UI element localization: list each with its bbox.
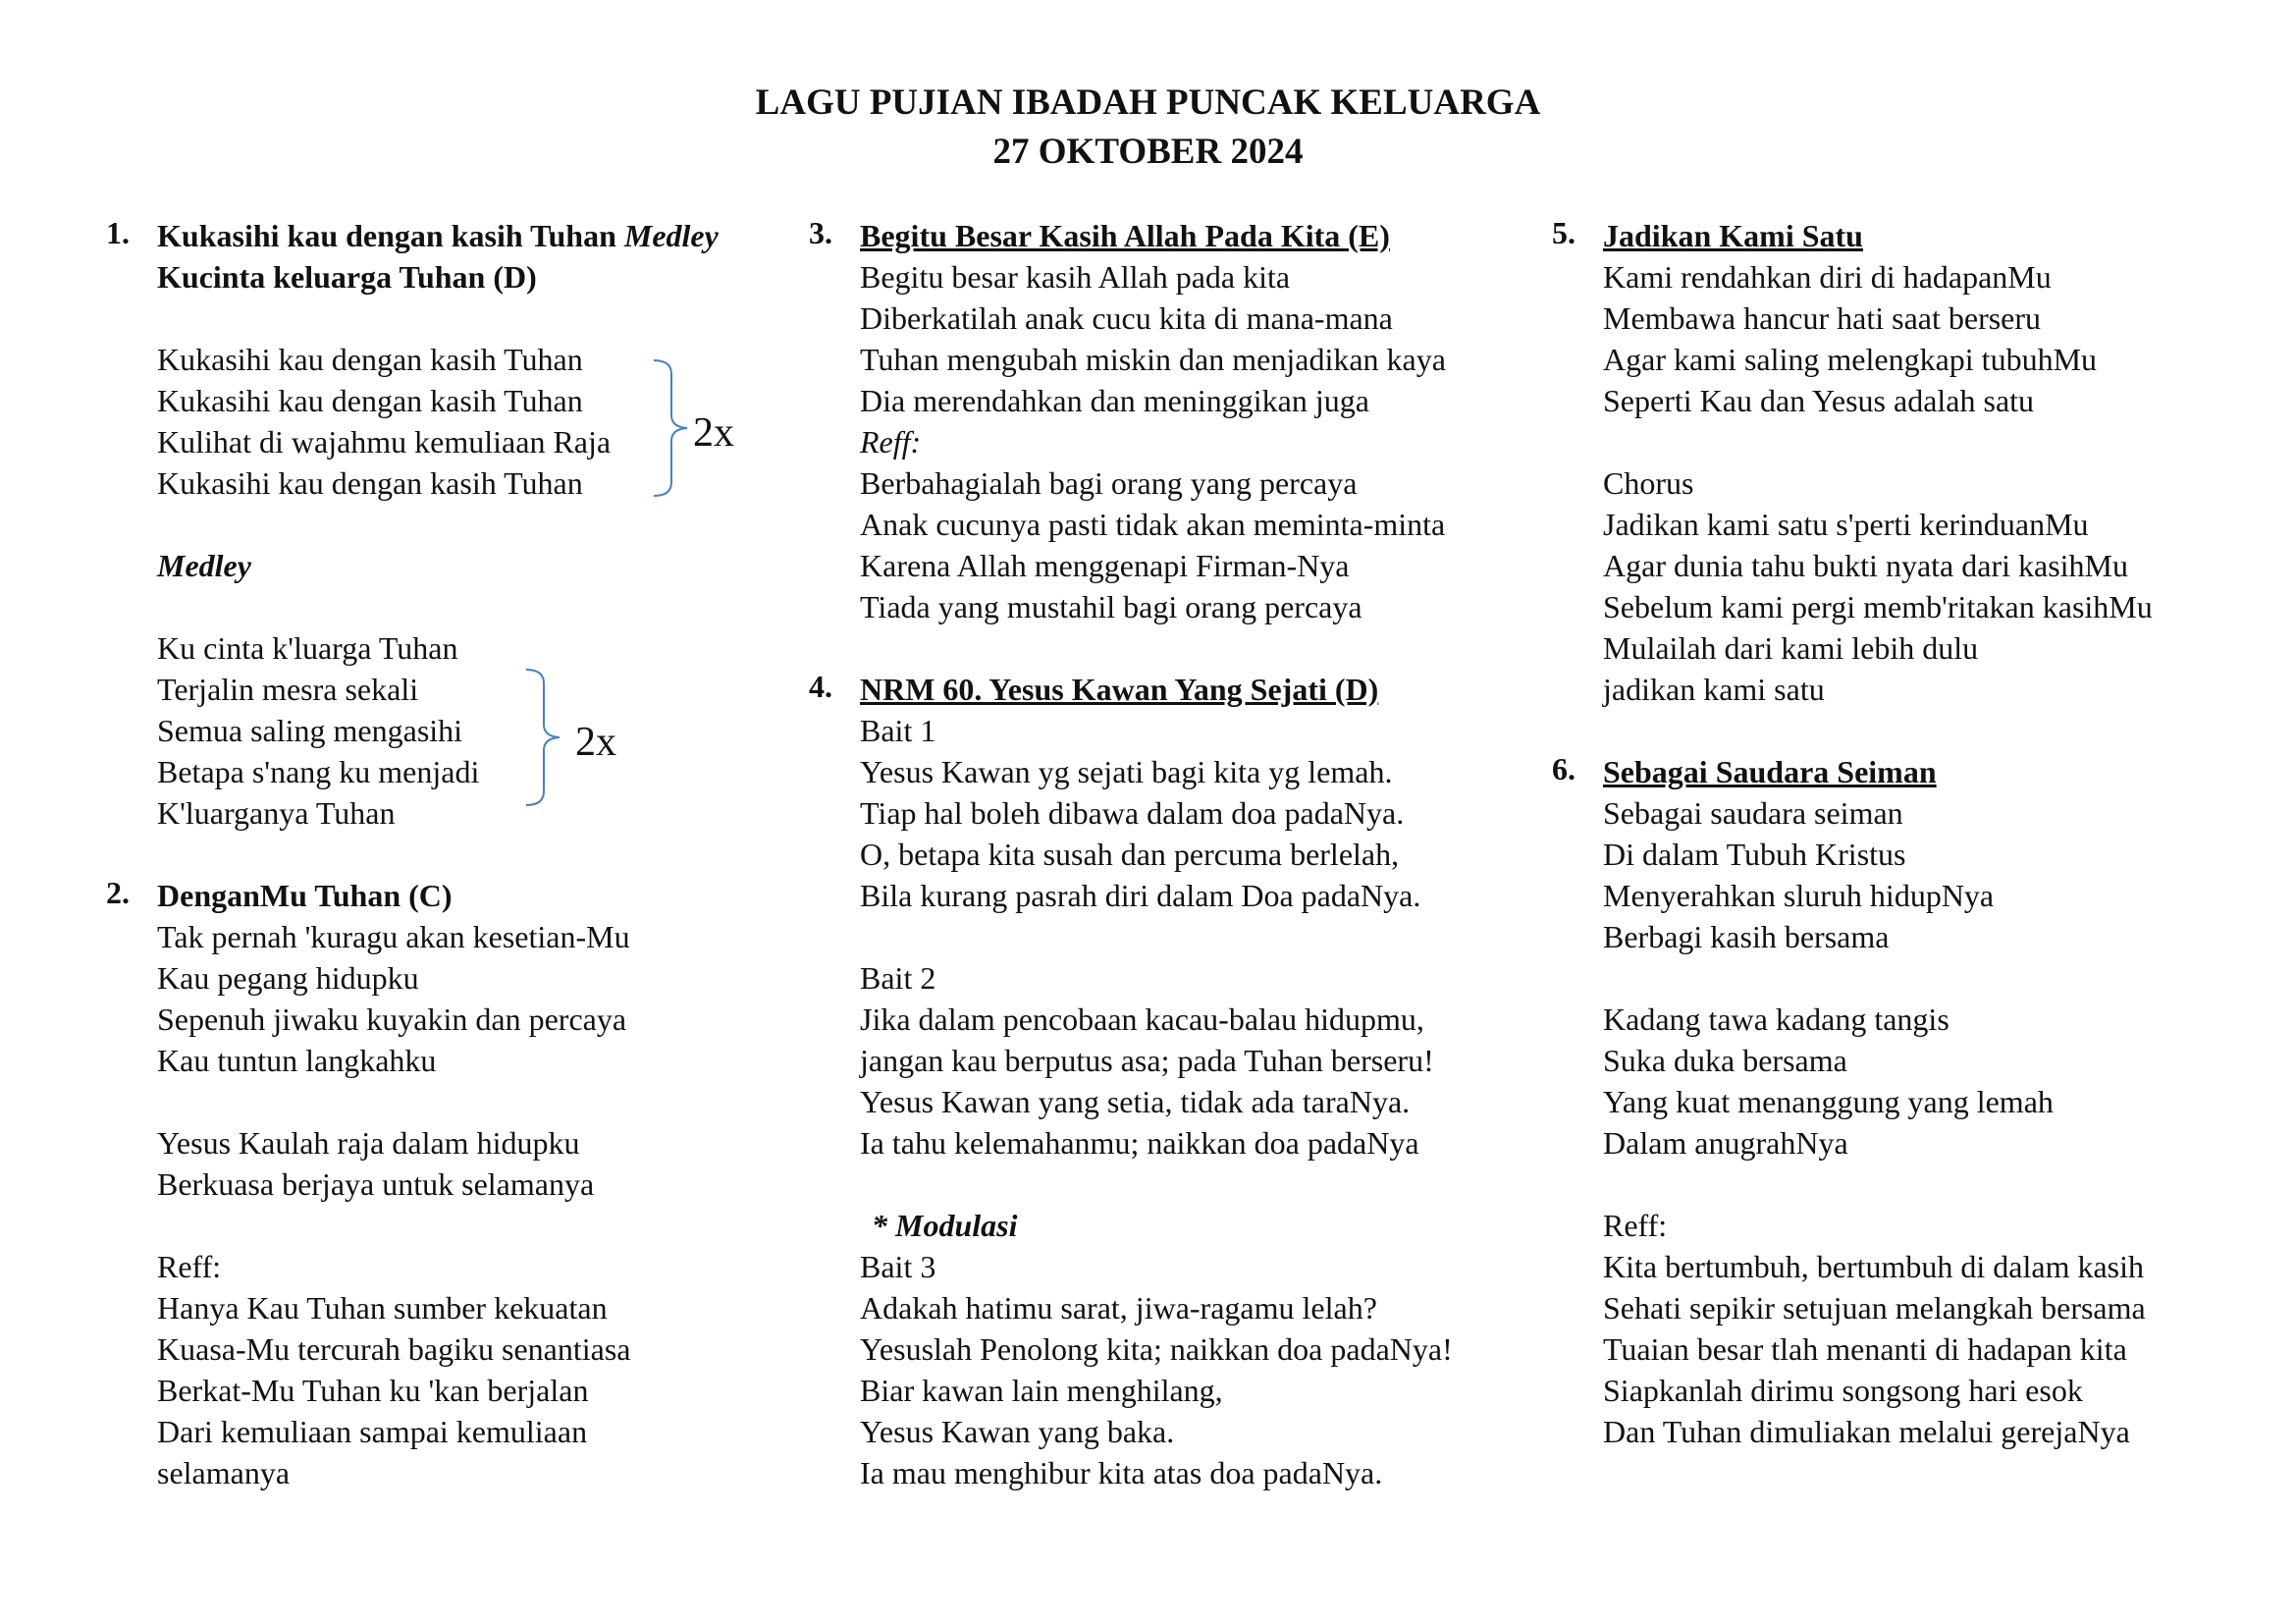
lyric-line: Begitu besar kasih Allah pada kita (860, 259, 1291, 295)
lyric-line: K'luarganya Tuhan (157, 795, 396, 831)
repeat-brace (520, 668, 569, 807)
lyric-line: Dari kemuliaan sampai kemuliaan (157, 1414, 588, 1449)
lyric-line: Karena Allah menggenapi Firman-Nya (860, 548, 1350, 583)
lyric-line: Kukasihi kau dengan kasih Tuhan (157, 383, 583, 418)
lyric-line: Tak pernah 'kuragu akan kesetian-Mu (157, 919, 630, 954)
lyric-line: Tuaian besar tlah menanti di hadapan kita (1603, 1331, 2127, 1367)
modulasi-note: * Modulasi (872, 1208, 1018, 1243)
lyric-line: Kami rendahkan diri di hadapanMu (1603, 259, 2052, 295)
lyric-line: Kuasa-Mu tercurah bagiku senantiasa (157, 1331, 631, 1367)
song-number: 1. (106, 215, 130, 250)
lyric-line: Jadikan kami satu s'perti kerinduanMu (1603, 507, 2089, 542)
lyric-line: Berkat-Mu Tuhan ku 'kan berjalan (157, 1373, 589, 1408)
lyric-line: Dan Tuhan dimuliakan melalui gerejaNya (1603, 1414, 2130, 1449)
song-title: Sebagai Saudara Seiman (1603, 754, 1937, 789)
lyric-line: Bila kurang pasrah diri dalam Doa padaNya. (860, 878, 1421, 913)
lyric-line: Yesus Kawan yang setia, tidak ada taraNya. (860, 1084, 1411, 1119)
lyric-line: O, betapa kita susah dan percuma berlelah, (860, 837, 1400, 872)
song-number: 5. (1552, 215, 1575, 250)
column-3 (1552, 215, 2153, 1452)
lyric-line: Kau tuntun langkahku (157, 1043, 437, 1078)
bait-label: Bait 3 (860, 1249, 936, 1284)
song-title: Jadikan Kami Satu (1603, 218, 1863, 253)
lyric-line: Diberkatilah anak cucu kita di mana-mana (860, 300, 1393, 336)
column-2 (809, 215, 1453, 1493)
lyric-line: Suka duka bersama (1603, 1043, 1847, 1078)
column-1 (106, 215, 719, 1493)
lyric-line: Siapkanlah dirimu songsong hari esok (1603, 1373, 2083, 1408)
song-title: Kukasihi kau dengan kasih Tuhan Medley (157, 218, 719, 253)
lyric-line: Yesus Kaulah raja dalam hidupku (157, 1125, 580, 1161)
lyric-line: Kukasihi kau dengan kasih Tuhan (157, 342, 583, 377)
lyric-line: Kita bertumbuh, bertumbuh di dalam kasih (1603, 1249, 2144, 1284)
lyric-line: Hanya Kau Tuhan sumber kekuatan (157, 1290, 608, 1326)
reff-label: Reff: (1603, 1208, 1668, 1243)
lyric-line: Di dalam Tubuh Kristus (1603, 837, 1906, 872)
page-title: LAGU PUJIAN IBADAH PUNCAK KELUARGA (755, 82, 1541, 123)
lyric-line: Biar kawan lain menghilang, (860, 1373, 1223, 1408)
lyric-line: Anak cucunya pasti tidak akan meminta-minta (860, 507, 1446, 542)
lyric-line: Tuhan mengubah miskin dan menjadikan kaya (860, 342, 1446, 377)
lyric-line: Kau pegang hidupku (157, 960, 419, 996)
lyric-line: Kukasihi kau dengan kasih Tuhan (157, 465, 583, 501)
repeat-mark: 2x (575, 720, 616, 765)
bait-label: Bait 1 (860, 713, 936, 748)
song-title: NRM 60. Yesus Kawan Yang Sejati (D) (860, 672, 1379, 707)
lyric-line: Sebelum kami pergi memb'ritakan kasihMu (1603, 589, 2153, 624)
lyric-line: Ia tahu kelemahanmu; naikkan doa padaNya (860, 1125, 1419, 1161)
lyric-line: Yesus Kawan yang baka. (860, 1414, 1175, 1449)
lyric-line: Dalam anugrahNya (1603, 1125, 1848, 1161)
lyric-line: Tiap hal boleh dibawa dalam doa padaNya. (860, 795, 1405, 831)
lyric-line: Agar kami saling melengkapi tubuhMu (1603, 342, 2098, 377)
lyric-line: Menyerahkan sluruh hidupNya (1603, 878, 1995, 913)
lyric-line: Yesuslah Penolong kita; naikkan doa padaNya! (860, 1331, 1453, 1367)
bait-label: Bait 2 (860, 960, 936, 996)
song-number: 2. (106, 875, 130, 910)
chorus-label: Chorus (1603, 465, 1694, 501)
lyric-line: Berbahagialah bagi orang yang percaya (860, 465, 1358, 501)
lyric-line: Dia merendahkan dan meninggikan juga (860, 383, 1369, 418)
lyric-line: Berbagi kasih bersama (1603, 919, 1890, 954)
lyric-line: Berkuasa berjaya untuk selamanya (157, 1166, 595, 1202)
lyric-line: Yesus Kawan yg sejati bagi kita yg lemah. (860, 754, 1393, 789)
song-number: 3. (809, 215, 832, 250)
lyric-line: Kadang tawa kadang tangis (1603, 1001, 1949, 1037)
lyric-line: jangan kau berputus asa; pada Tuhan berseru! (860, 1043, 1434, 1078)
repeat-mark: 2x (693, 410, 734, 456)
medley-label: Medley (157, 548, 251, 583)
lyric-line: Semua saling mengasihi (157, 713, 463, 748)
lyric-line: Jika dalam pencobaan kacau-balau hidupmu, (860, 1001, 1424, 1037)
repeat-brace (648, 358, 697, 498)
lyric-line: Kulihat di wajahmu kemuliaan Raja (157, 424, 612, 460)
lyric-line: Ia mau menghibur kita atas doa padaNya. (860, 1455, 1383, 1490)
song-title: Begitu Besar Kasih Allah Pada Kita (E) (860, 218, 1390, 253)
lyric-line: Adakah hatimu sarat, jiwa-ragamu lelah? (860, 1290, 1377, 1326)
lyric-line: Tiada yang mustahil bagi orang percaya (860, 589, 1362, 624)
page-date: 27 OKTOBER 2024 (992, 132, 1304, 172)
song-title-line-2: Kucinta keluarga Tuhan (D) (157, 259, 537, 295)
song-title: DenganMu Tuhan (C) (157, 878, 453, 913)
lyric-line: Sepenuh jiwaku kuyakin dan percaya (157, 1001, 627, 1037)
lyric-line: Agar dunia tahu bukti nyata dari kasihMu (1603, 548, 2128, 583)
lyric-line: selamanya (157, 1455, 291, 1490)
lyric-line: Yang kuat menanggung yang lemah (1603, 1084, 2054, 1119)
reff-label: Reff: (157, 1249, 222, 1284)
lyric-line: Ku cinta k'luarga Tuhan (157, 630, 458, 666)
song-number: 6. (1552, 751, 1575, 786)
lyric-line: jadikan kami satu (1603, 672, 1825, 707)
reff-label: Reff: (860, 424, 922, 460)
lyric-line: Terjalin mesra sekali (157, 672, 419, 707)
lyric-line: Membawa hancur hati saat berseru (1603, 300, 2042, 336)
lyric-line: Sehati sepikir setujuan melangkah bersama (1603, 1290, 2146, 1326)
lyric-line: Sebagai saudara seiman (1603, 795, 1903, 831)
lyric-line: Seperti Kau dan Yesus adalah satu (1603, 383, 2035, 418)
song-number: 4. (809, 669, 832, 704)
lyric-line: Betapa s'nang ku menjadi (157, 754, 480, 789)
lyric-line: Mulailah dari kami lebih dulu (1603, 630, 1979, 666)
